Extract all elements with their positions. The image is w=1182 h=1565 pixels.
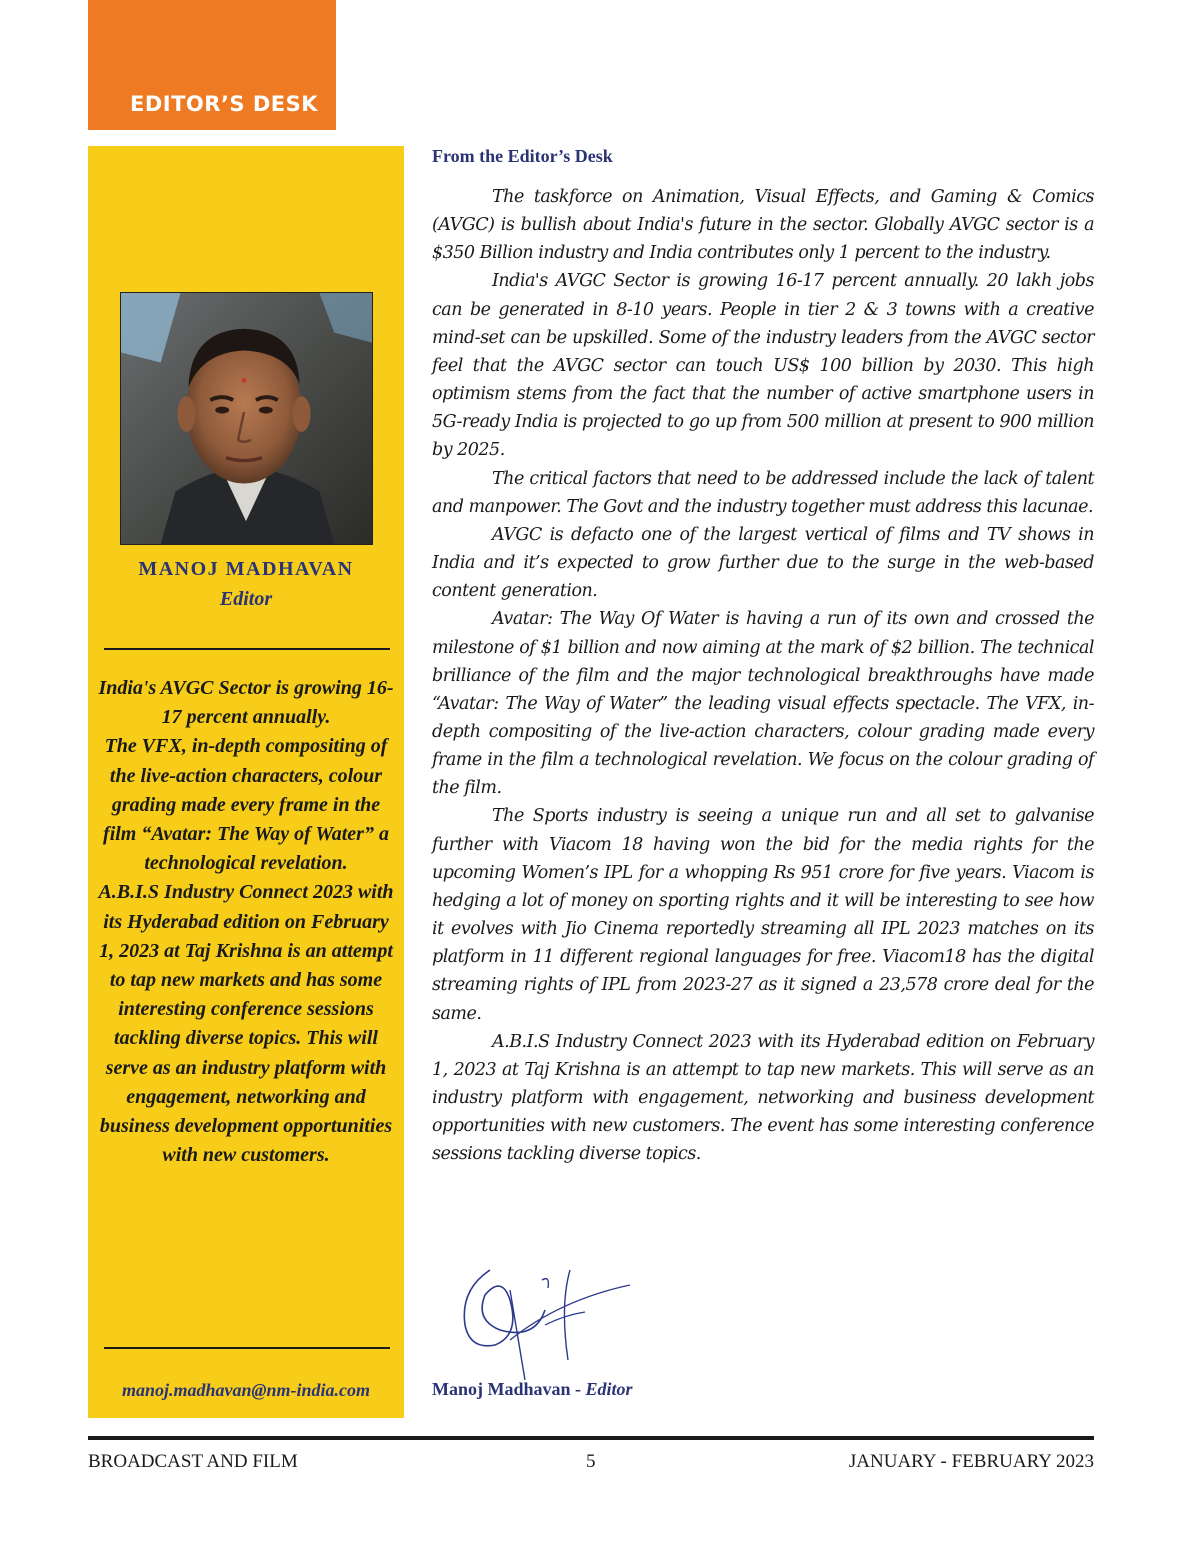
editor-name: MANOJ MADHAVAN [138, 558, 354, 580]
editor-signature [450, 1250, 640, 1380]
article-body [432, 183, 1094, 1168]
editor-portrait-image [121, 293, 372, 544]
article-paragraph: A.B.I.S Industry Connect 2023 with its Hyderabad edition on February 1, 2023 at Taj Krishna is an attempt to tap new markets. This will serve as an industry platform with engagement, networking and business development opportunities with new customers. The event has some interesting conference sessions tackling diverse topics. [432, 1031, 1094, 1165]
sidebar-pull-quote [98, 674, 394, 1170]
article-paragraph: Avatar: The Way Of Water is having a run of its own and crossed the milestone of $1 billion and now aiming at the mark of $2 billion. The technical brilliance of the film and the major technological breakthroughs have made “Avatar: The Way of Water” the leading visual effects spectacle. The VFX, in-depth compositing of the live-action characters, colour grading made every frame in the film a technological revelation. We focus on the colour grading of the film. [432, 609, 1094, 799]
footer-publication: BROADCAST AND FILM [88, 1451, 298, 1472]
sign-off-name: Manoj Madhavan - [432, 1379, 586, 1399]
editor-sidebar [88, 146, 404, 1418]
article-paragraph: The taskforce on Animation, Visual Effects, and Gaming & Comics (AVGC) is bullish about India's future in the sector. Globally AVGC sector is a $350 Billion industry and India contributes only 1 percent to the industry. [432, 187, 1094, 264]
article-paragraph: AVGC is defacto one of the largest vertical of films and TV shows in India and it’s expected to grow further due to the surge in the web-based content generation. [432, 524, 1094, 602]
footer-page-number: 5 [586, 1451, 596, 1472]
article-sign-off [432, 1379, 633, 1400]
section-tab-label: EDITOR’S DESK [130, 92, 319, 116]
article-paragraph: The Sports industry is seeing a unique run and all set to galvanise further with Viacom 18 having won the bid for the media rights for the upcoming Women’s IPL for a whopping Rs 951 crore for five years. Viacom is hedging a lot of money on sporting rights and it will be interesting to see how it evolves with Jio Cinema reportedly streaming all IPL 2023 matches on its platform in 11 different regional languages for free. Viacom18 has the digital streaming rights of IPL from 2023-27 as it signed a 23,578 crore deal for the same. [432, 806, 1094, 1024]
footer-issue-date: JANUARY - FEBRUARY 2023 [848, 1451, 1094, 1472]
pull-quote-paragraph: The VFX, in-depth compositing of the live-action characters, colour grading made every frame in the film “Avatar: The Way of Water” a technological revelation. [103, 735, 389, 875]
article-heading: From the Editor’s Desk [432, 146, 613, 166]
pull-quote-paragraph: India's AVGC Sector is growing 16-17 percent annually. [98, 677, 394, 729]
editor-photo [120, 292, 373, 545]
sign-off-role: Editor [585, 1379, 633, 1399]
editor-role: Editor [219, 588, 273, 610]
sidebar-divider-bottom [104, 1347, 390, 1349]
editor-email-link[interactable]: manoj.madhavan@nm-india.com [121, 1380, 370, 1400]
article-paragraph: The critical factors that need to be addressed include the lack of talent and manpower. The Govt and the industry together must address this lacunae. [432, 468, 1094, 517]
footer-divider [88, 1436, 1094, 1440]
sidebar-divider-top [104, 648, 390, 650]
section-tab [88, 0, 336, 130]
article-paragraph: India's AVGC Sector is growing 16-17 percent annually. 20 lakh jobs can be generated in 8-10 years. People in tier 2 & 3 towns with a creative mind-set can be upskilled. Some of the industry leaders from the AVGC sector feel that the AVGC sector can touch US$ 100 billion by 2030. This high optimism stems from the fact that the number of active smartphone users in 5G-ready India is projected to go up from 500 million at present to 900 million by 2025. [432, 271, 1094, 461]
pull-quote-paragraph: A.B.I.S Industry Connect 2023 with its Hyderabad edition on February 1, 2023 at Taj Krishna is an attempt to tap new markets and has some interesting conference sessions tackling diverse topics. This will serve as an industry platform with engagement, networking and business development opportunities with new customers. [98, 881, 394, 1167]
